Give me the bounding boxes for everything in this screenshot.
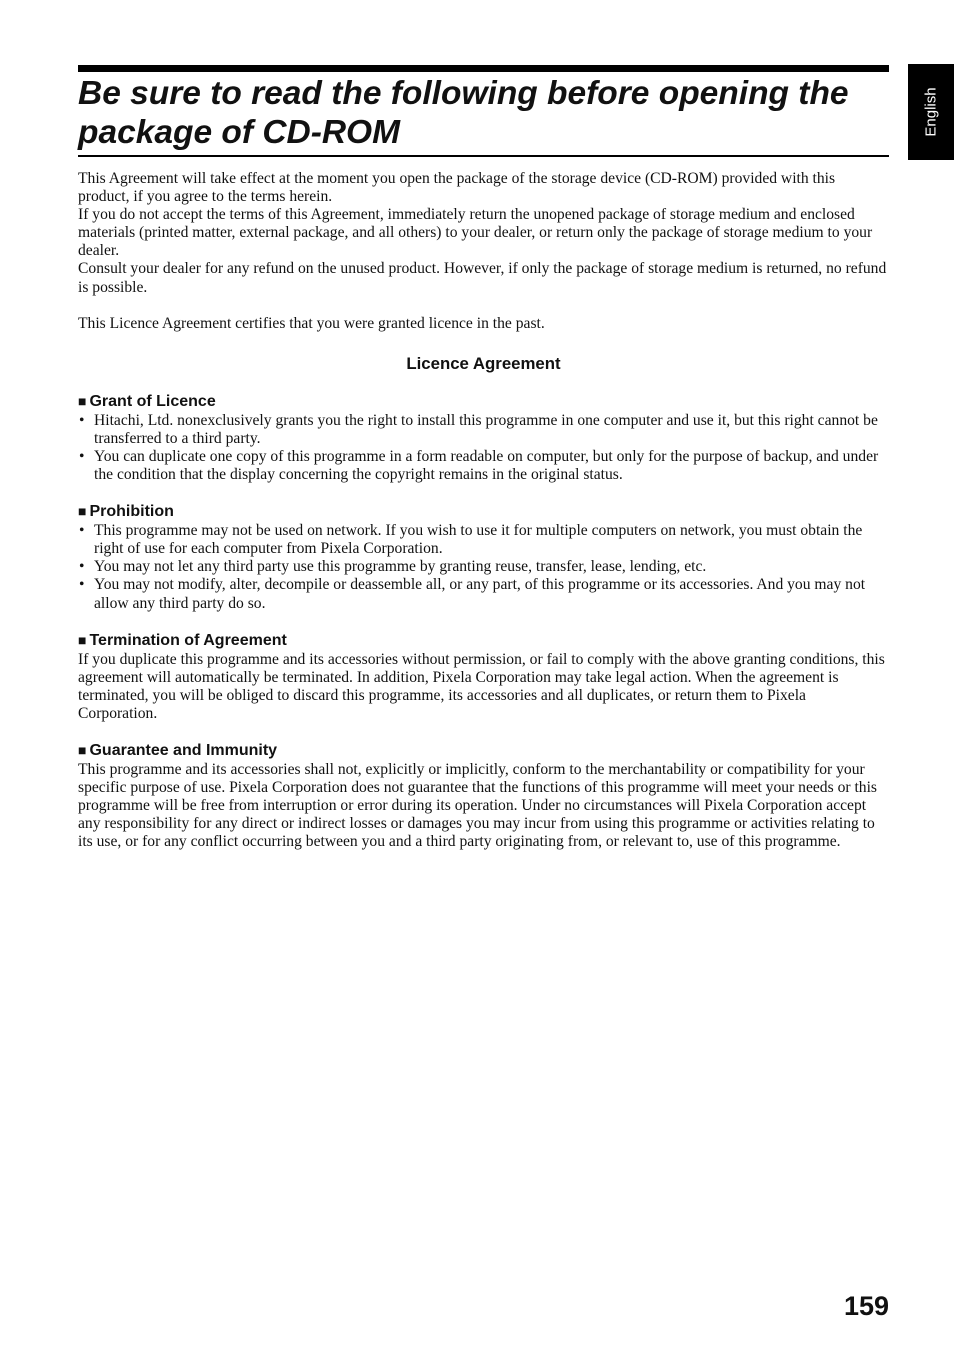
title-rule-top	[78, 65, 889, 72]
language-tab-label: English	[922, 87, 940, 137]
square-bullet-icon: ■	[78, 503, 87, 520]
grant-list	[78, 412, 889, 484]
list-item: • This programme may not be used on network. If you wish to use it for multiple computers on network, you must obtain the right of use for each computer from Pixela Corporation.	[79, 522, 863, 558]
bullet-icon: •	[79, 411, 85, 429]
guarantee-text: This programme and its accessories shall not, explicitly or implicitly, conform to the merchantability or compatibility for your specific purpose of use. Pixela Corporation does not guarantee that the functions of this programme will meet your needs or this programme will be free from interruption or error during its operation. Under no circumstances will Pixela Corporation accept any responsibility for any direct or indirect losses or damages you may incur from using this programme or activities relating to its use, or for any conflict occurring between you and a third party originating from, or relevant to, use of this programme.	[78, 760, 877, 851]
prohibition-heading-label: Prohibition	[89, 503, 174, 521]
bullet-icon: •	[79, 576, 85, 594]
page-number: 159	[843, 1291, 889, 1321]
guarantee-heading-label: Guarantee and Immunity	[89, 741, 278, 759]
list-item: • You may not modify, alter, decompile or deassemble all, or any part, of this programme or its accessories. And you may not allow any third party do so.	[79, 576, 866, 612]
spacer	[78, 374, 889, 391]
language-tab	[908, 64, 954, 160]
square-bullet-icon: ■	[78, 741, 87, 758]
spacer	[78, 613, 889, 630]
grant-heading	[78, 391, 889, 412]
intro-paragraph-3: Consult your dealer for any refund on the unused product. However, if only the package of storage medium is returned, no refund is possible.	[78, 260, 887, 296]
prohibition-list	[78, 522, 889, 612]
bullet-icon: •	[79, 558, 85, 576]
termination-heading	[78, 630, 889, 651]
list-item: • Hitachi, Ltd. nonexclusively grants you the right to install this programme in one computer and use it, but this right cannot be transferred to a third party.	[79, 411, 878, 447]
list-item: • You can duplicate one copy of this programme in a form readable on computer, but only for the purpose of backup, and under the condition that the display concerning the copyright remains in the original status.	[79, 447, 879, 484]
intro-paragraph-4: This Licence Agreement certifies that you were granted licence in the past.	[78, 314, 545, 332]
termination-heading-label: Termination of Agreement	[89, 631, 287, 649]
bullet-icon: •	[79, 447, 85, 465]
guarantee-heading	[78, 740, 889, 761]
prohibition-heading	[78, 501, 889, 522]
spacer	[78, 723, 889, 740]
termination-text: If you duplicate this programme and its accessories without permission, or fail to comply with the above granting conditions, this agreement will automatically be terminated. In addition, Pixela Corporation may take legal action. When the agreement is terminated, you will be obliged to discard this programme, its accessories and all duplicates, or return them to Pixela Corporation.	[78, 650, 885, 722]
square-bullet-icon: ■	[78, 631, 87, 648]
intro-paragraph-1: This Agreement will take effect at the moment you open the package of the storage device (CD-ROM) provided with this product, if you agree to the terms herein.	[78, 170, 836, 206]
grant-heading-label: Grant of Licence	[89, 392, 216, 410]
square-bullet-icon: ■	[78, 392, 87, 409]
licence-agreement-heading: Licence Agreement	[406, 353, 561, 373]
intro-paragraph-2: If you do not accept the terms of this Agreement, immediately return the unopened package of storage medium and enclosed materials (printed matter, external package, and all others) to your dealer, or return only the package of storage medium to your dealer.	[78, 206, 873, 260]
document-body	[78, 170, 889, 851]
bullet-icon: •	[79, 522, 85, 540]
spacer	[78, 297, 889, 315]
page-title: Be sure to read the following before opening the package of CD-ROM	[78, 75, 849, 151]
spacer	[78, 333, 889, 354]
title-rule-bottom	[78, 155, 889, 157]
list-item: • You may not let any third party use this programme by granting reuse, transfer, lease, lending, etc.	[79, 558, 707, 576]
spacer	[78, 484, 889, 501]
